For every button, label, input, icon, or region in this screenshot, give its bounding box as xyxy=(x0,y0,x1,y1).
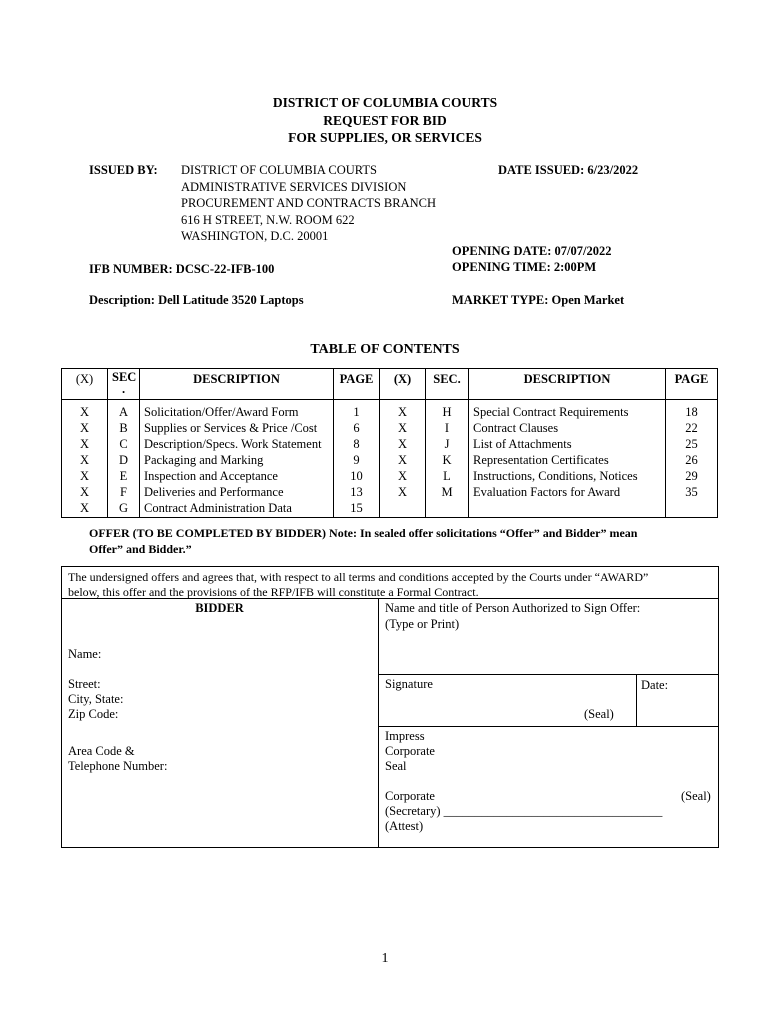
table-row xyxy=(62,400,718,421)
issued-by-line: PROCUREMENT AND CONTRACTS BRANCH xyxy=(181,196,437,210)
toc-cell-sec: C xyxy=(108,436,140,452)
corporate-seal-label: (Seal) xyxy=(681,789,711,803)
toc-cell-page: 18 xyxy=(666,400,718,421)
issued-by-line: DISTRICT OF COLUMBIA COURTS xyxy=(181,163,377,177)
toc-cell-page: 6 xyxy=(334,420,380,436)
toc-cell-sec xyxy=(426,500,469,518)
toc-cell-x: X xyxy=(62,500,108,518)
issued-by-line: WASHINGTON, D.C. 20001 xyxy=(181,229,329,243)
title-line-1: DISTRICT OF COLUMBIA COURTS xyxy=(272,95,498,110)
ifb-number: IFB NUMBER: DCSC-22-IFB-100 xyxy=(89,262,275,276)
toc-cell-page: 35 xyxy=(666,484,718,500)
table-row xyxy=(62,468,718,484)
toc-cell-page: 22 xyxy=(666,420,718,436)
table-row xyxy=(62,484,718,500)
toc-cell-sec: A xyxy=(108,400,140,421)
telephone-label: Telephone Number: xyxy=(68,759,168,773)
toc-header-row xyxy=(62,369,718,400)
toc-cell-sec: K xyxy=(426,452,469,468)
toc-cell-x: X xyxy=(62,452,108,468)
corporate-label: Corporate xyxy=(385,744,435,758)
toc-cell-description: Instructions, Conditions, Notices xyxy=(469,468,666,484)
toc-cell-page: 13 xyxy=(334,484,380,500)
market-type: MARKET TYPE: Open Market xyxy=(452,293,625,307)
document-title xyxy=(0,94,770,147)
corporate-secretary-label: Corporate xyxy=(385,789,435,803)
toc-cell-sec: F xyxy=(108,484,140,500)
toc-cell-x: X xyxy=(62,400,108,421)
toc-cell-sec: E xyxy=(108,468,140,484)
toc-header-page: PAGE xyxy=(334,369,380,400)
divider xyxy=(378,598,379,848)
area-code-label: Area Code & xyxy=(68,744,135,758)
divider xyxy=(378,726,719,727)
toc-cell-page: 10 xyxy=(334,468,380,484)
opening-date: OPENING DATE: 07/07/2022 xyxy=(452,244,612,258)
toc-cell-x: X xyxy=(380,484,426,500)
impress-label: Impress xyxy=(385,729,425,743)
offer-note-line-1: OFFER (TO BE COMPLETED BY BIDDER) Note: In sealed offer solicitations “Offer” and Bidder” mean xyxy=(89,526,638,540)
offer-intro-line-2: below, this offer and the provisions of the RFP/IFB will constitute a Formal Contract. xyxy=(68,585,479,599)
divider xyxy=(636,674,637,726)
toc-cell-page: 25 xyxy=(666,436,718,452)
toc-cell-description: Representation Certificates xyxy=(469,452,666,468)
toc-cell-description: Deliveries and Performance xyxy=(140,484,334,500)
toc-header-sec: SEC . xyxy=(108,369,140,400)
table-row xyxy=(62,420,718,436)
zip-code-label: Zip Code: xyxy=(68,707,119,721)
attest-label: (Attest) xyxy=(385,819,424,833)
toc-cell-description: Description/Specs. Work Statement xyxy=(140,436,334,452)
description: Description: Dell Latitude 3520 Laptops xyxy=(89,293,304,307)
name-label: Name: xyxy=(68,647,102,661)
toc-cell-description: Special Contract Requirements xyxy=(469,400,666,421)
toc-cell-x: X xyxy=(62,484,108,500)
seal-text: Seal xyxy=(385,759,407,773)
toc-cell-x: X xyxy=(62,436,108,452)
toc-cell-page: 8 xyxy=(334,436,380,452)
toc-cell-sec: D xyxy=(108,452,140,468)
toc-cell-page: 15 xyxy=(334,500,380,518)
toc-cell-x: X xyxy=(380,420,426,436)
signature-label: Signature xyxy=(385,677,433,691)
toc-header-description: DESCRIPTION xyxy=(469,369,666,400)
toc-cell-x: X xyxy=(380,468,426,484)
toc-cell-description: Contract Administration Data xyxy=(140,500,334,518)
toc-cell-sec: G xyxy=(108,500,140,518)
table-row xyxy=(62,452,718,468)
toc-cell-page: 29 xyxy=(666,468,718,484)
toc-cell-description: List of Attachments xyxy=(469,436,666,452)
toc-cell-sec: B xyxy=(108,420,140,436)
toc-title: TABLE OF CONTENTS xyxy=(310,342,460,357)
table-of-contents xyxy=(61,368,718,518)
toc-cell-page: 1 xyxy=(334,400,380,421)
page-number: 1 xyxy=(381,951,389,966)
toc-cell-x: X xyxy=(380,452,426,468)
toc-cell-sec: I xyxy=(426,420,469,436)
toc-header-x: (X) xyxy=(62,369,108,400)
toc-cell-page: 9 xyxy=(334,452,380,468)
title-line-3: FOR SUPPLIES, OR SERVICES xyxy=(288,130,482,145)
toc-cell-description xyxy=(469,500,666,518)
date-label: Date: xyxy=(641,678,669,692)
toc-cell-description: Packaging and Marking xyxy=(140,452,334,468)
toc-header-page: PAGE xyxy=(666,369,718,400)
toc-header-sec: SEC. xyxy=(426,369,469,400)
title-line-2: REQUEST FOR BID xyxy=(323,112,447,128)
toc-header-description: DESCRIPTION xyxy=(140,369,334,400)
issued-by-line: ADMINISTRATIVE SERVICES DIVISION xyxy=(181,179,407,194)
toc-cell-sec: J xyxy=(426,436,469,452)
bidder-heading: BIDDER xyxy=(195,601,244,615)
type-or-print-label: (Type or Print) xyxy=(385,617,460,631)
authorized-signer-label: Name and title of Person Authorized to Sign Offer: xyxy=(385,601,641,615)
toc-cell-x xyxy=(380,500,426,518)
toc-cell-x: X xyxy=(62,468,108,484)
toc-cell-description: Inspection and Acceptance xyxy=(140,468,334,484)
street-label: Street: xyxy=(68,677,101,691)
toc-cell-sec: H xyxy=(426,400,469,421)
city-state-label: City, State: xyxy=(68,692,124,706)
toc-cell-page xyxy=(666,500,718,518)
toc-cell-page: 26 xyxy=(666,452,718,468)
table-row xyxy=(62,436,718,452)
offer-intro-line-1: The undersigned offers and agrees that, with respect to all terms and conditions accepted by the Courts under “AWARD” xyxy=(68,570,649,584)
toc-cell-x: X xyxy=(62,420,108,436)
opening-time: OPENING TIME: 2:00PM xyxy=(452,260,597,274)
toc-cell-sec: M xyxy=(426,484,469,500)
toc-cell-x: X xyxy=(380,400,426,421)
toc-header-x: (X) xyxy=(380,369,426,400)
table-row xyxy=(62,500,718,518)
toc-cell-x: X xyxy=(380,436,426,452)
seal-label: (Seal) xyxy=(584,707,614,721)
toc-cell-description: Solicitation/Offer/Award Form xyxy=(140,400,334,421)
toc-cell-sec: L xyxy=(426,468,469,484)
secretary-line: (Secretary) ___________________________________ xyxy=(385,804,663,818)
toc-cell-description: Contract Clauses xyxy=(469,420,666,436)
issued-by-label: ISSUED BY: xyxy=(89,163,158,177)
divider xyxy=(378,674,719,675)
issued-by-address xyxy=(181,162,436,245)
offer-note-line-2: Offer” and Bidder.” xyxy=(89,542,192,556)
issued-by-line: 616 H STREET, N.W. ROOM 622 xyxy=(181,212,355,227)
toc-cell-description: Evaluation Factors for Award xyxy=(469,484,666,500)
toc-cell-description: Supplies or Services & Price /Cost xyxy=(140,420,334,436)
date-issued: DATE ISSUED: 6/23/2022 xyxy=(498,163,639,177)
